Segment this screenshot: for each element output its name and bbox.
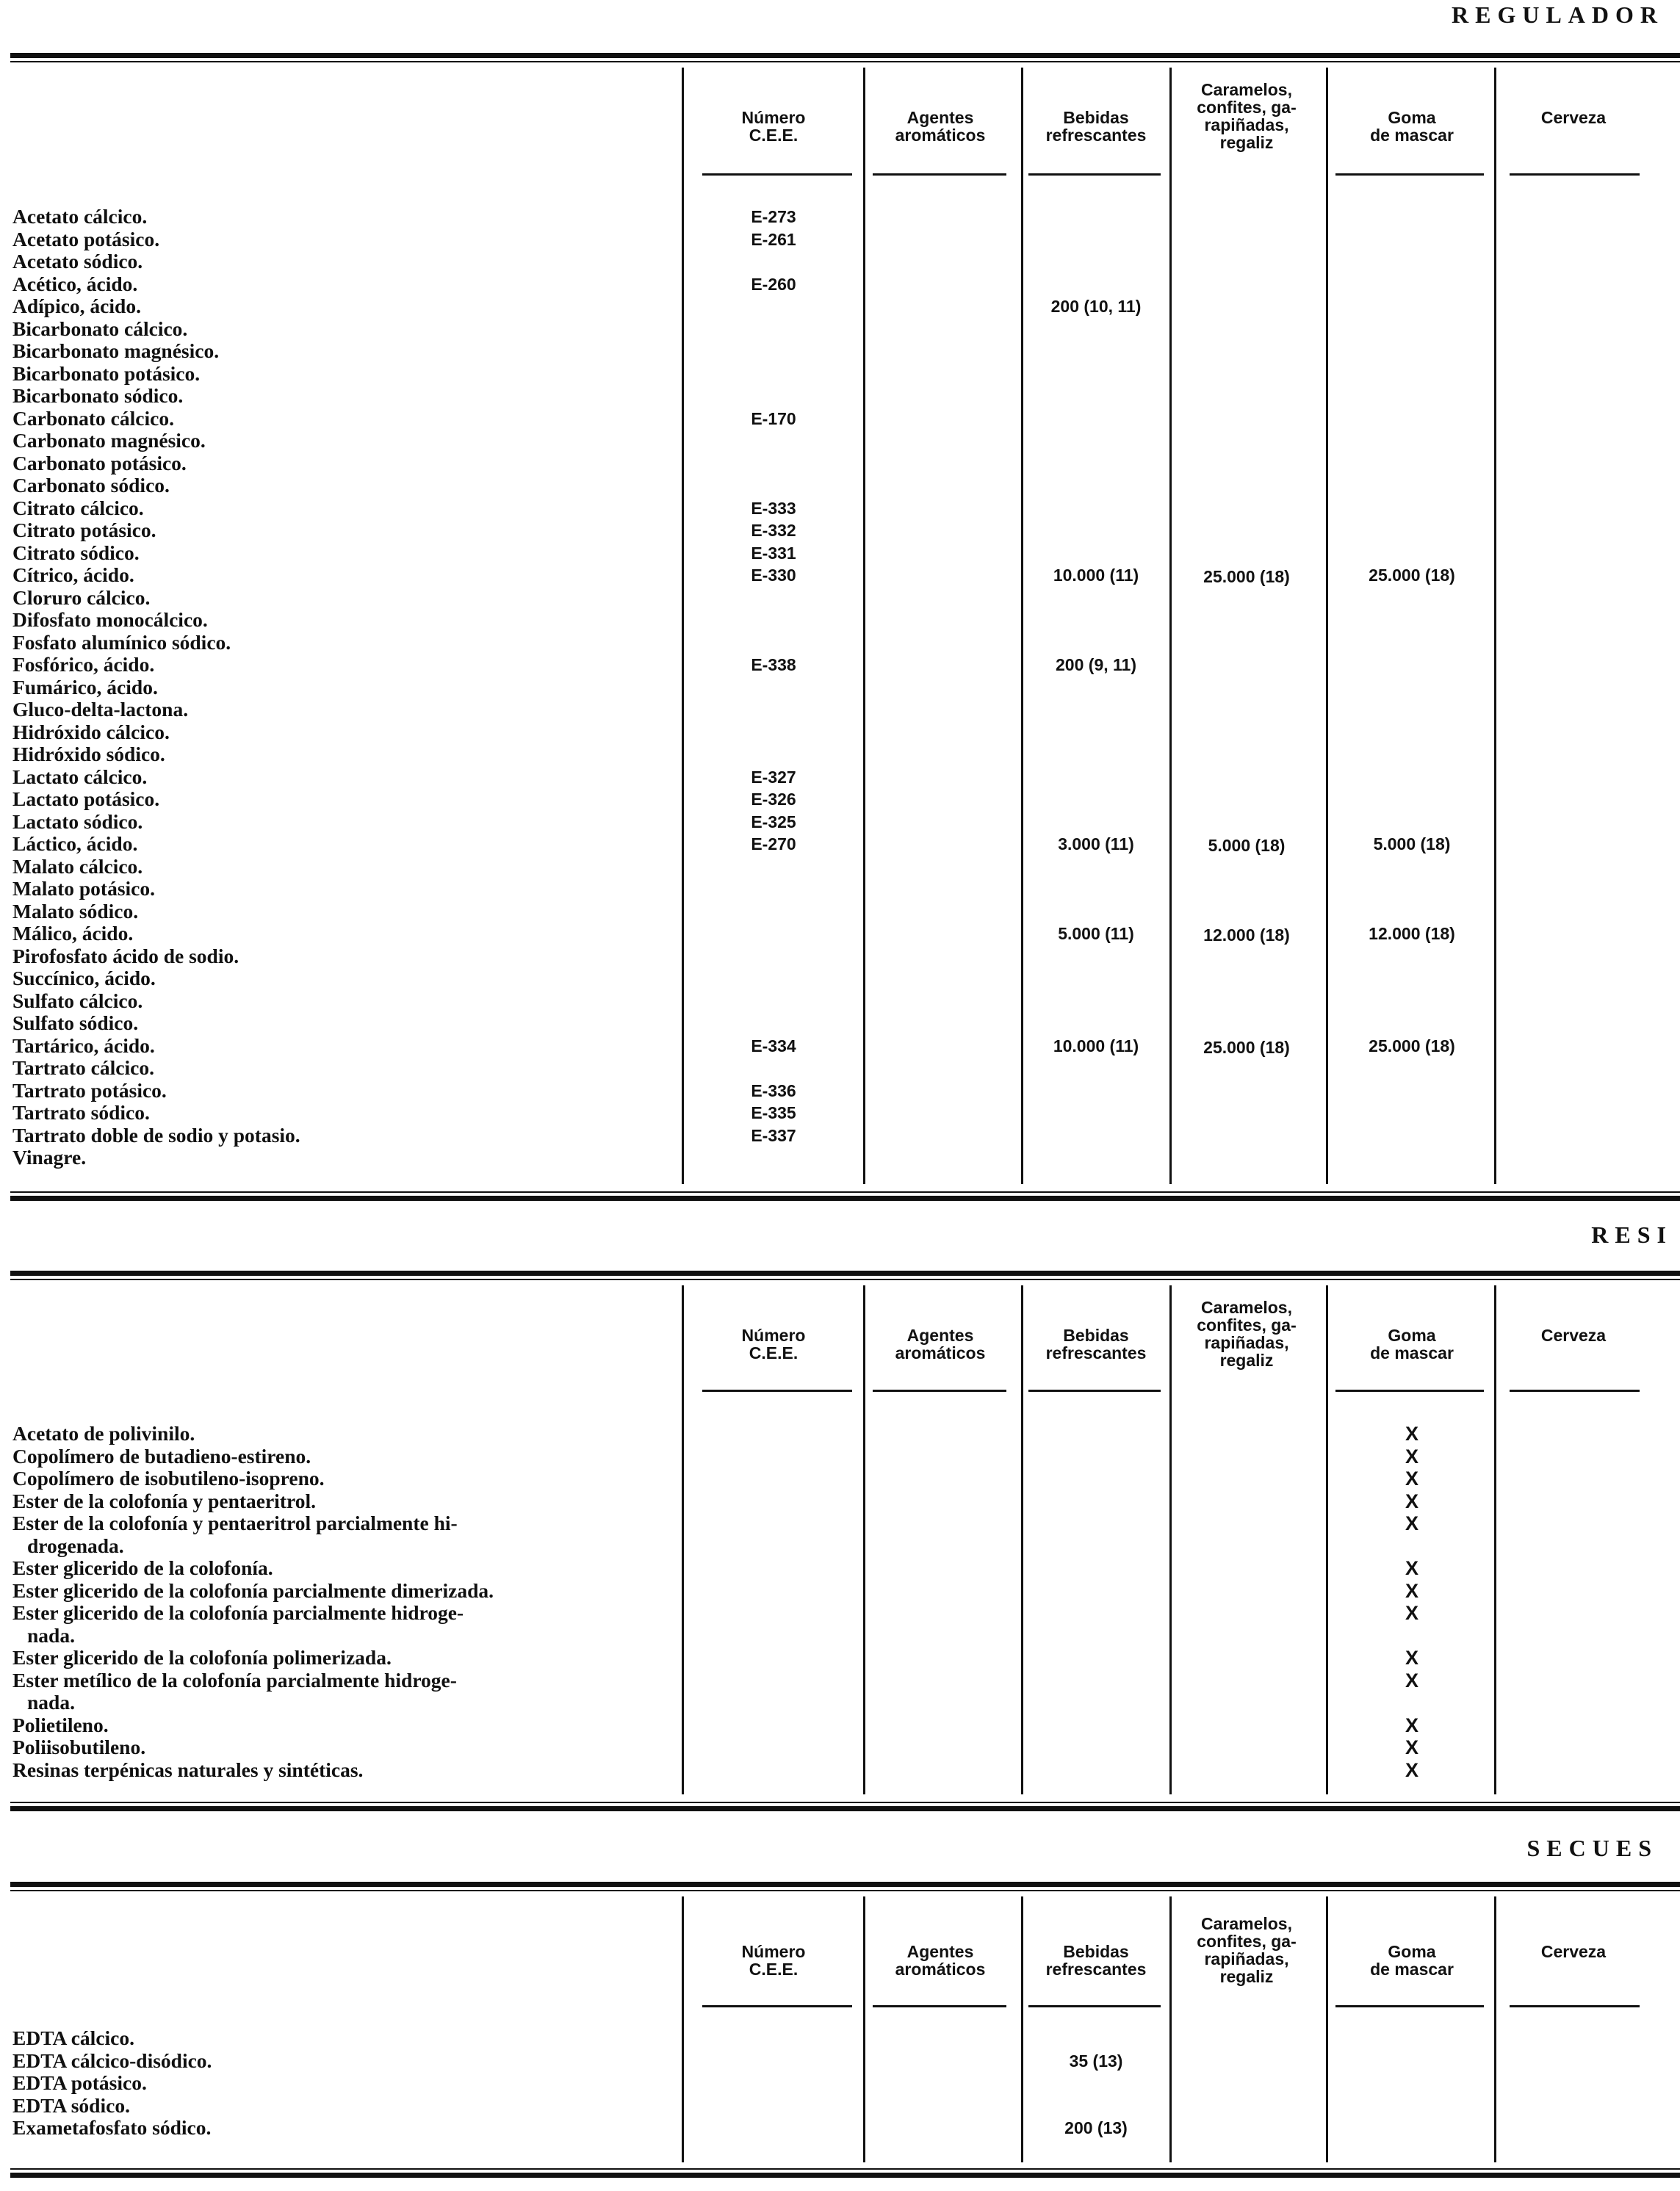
table-cell: 200 (13) bbox=[1064, 2118, 1128, 2137]
list-item: Tartrato doble de sodio y potasio. bbox=[12, 1123, 300, 1147]
table-cell: E-337 bbox=[751, 1125, 796, 1145]
list-item: Ester glicerido de la colofonía parcialmente hidroge- bbox=[12, 1601, 464, 1624]
column-header-line: Caramelos, bbox=[1200, 1298, 1292, 1317]
list-item: Acetato cálcico. bbox=[12, 205, 148, 228]
section-title-regulador: REGULADOR bbox=[1451, 1, 1664, 28]
list-item: Hidróxido cálcico. bbox=[12, 720, 170, 743]
list-item: Carbonato cálcico. bbox=[12, 406, 174, 430]
table-cell: E-336 bbox=[751, 1080, 796, 1100]
secues-item-list bbox=[12, 2027, 212, 2140]
column-header-caramelos bbox=[1166, 81, 1327, 151]
list-item: Ester glicerido de la colofonía. bbox=[12, 1556, 273, 1579]
column-header-line: regaliz bbox=[1219, 1967, 1274, 1986]
column-header-caramelos bbox=[1166, 1299, 1327, 1369]
table-cell: E-325 bbox=[751, 812, 796, 831]
column-header-line: Cerveza bbox=[1540, 1326, 1607, 1345]
check-mark: X bbox=[1405, 1490, 1418, 1512]
table-cell: 200 (9, 11) bbox=[1056, 655, 1136, 674]
column-header-agentes bbox=[859, 1943, 1021, 1978]
list-item: Copolímero de butadieno-estireno. bbox=[12, 1444, 311, 1468]
list-item: nada. bbox=[27, 1691, 75, 1714]
column-header-line: Caramelos, bbox=[1200, 80, 1292, 99]
column-header-line: aromáticos bbox=[895, 1960, 986, 1979]
check-mark: X bbox=[1405, 1669, 1418, 1692]
check-mark: X bbox=[1405, 1736, 1418, 1758]
table-cell: E-338 bbox=[751, 655, 796, 674]
column-header-line: Bebidas bbox=[1063, 1326, 1129, 1345]
column-header-bebidas bbox=[1015, 1326, 1177, 1362]
column-header-goma bbox=[1331, 109, 1493, 144]
column-header-line: Agentes bbox=[906, 108, 974, 127]
list-item: Cloruro cálcico. bbox=[12, 585, 151, 609]
column-header-underline bbox=[873, 173, 1006, 176]
column-header-line: rapiñadas, bbox=[1204, 1333, 1289, 1352]
list-item: Ester de la colofonía y pentaeritrol parcialmente hi- bbox=[12, 1512, 458, 1534]
column-header-caramelos bbox=[1166, 1915, 1327, 1985]
list-item: Acético, ácido. bbox=[12, 272, 138, 295]
column-header-cerveza bbox=[1493, 1326, 1654, 1344]
list-item: Copolímero de isobutileno-isopreno. bbox=[12, 1467, 325, 1490]
table-cell: E-261 bbox=[751, 229, 796, 249]
column-header-line: rapiñadas, bbox=[1204, 115, 1289, 134]
column-header-line: confites, ga- bbox=[1197, 1932, 1297, 1951]
list-item: Vinagre. bbox=[12, 1146, 87, 1169]
column-header-underline bbox=[1335, 2005, 1484, 2007]
list-item: EDTA sódico. bbox=[12, 2093, 130, 2117]
table-cell: 10.000 (11) bbox=[1053, 566, 1139, 585]
check-mark: X bbox=[1405, 1512, 1418, 1534]
column-header-line: Agentes bbox=[906, 1326, 974, 1345]
column-header-line: Caramelos, bbox=[1200, 1914, 1292, 1933]
column-header-line: Número bbox=[741, 108, 806, 127]
column-header-underline bbox=[1335, 173, 1484, 176]
list-item: Sulfato sódico. bbox=[12, 1011, 139, 1034]
table-cell: E-326 bbox=[751, 790, 796, 809]
list-item: nada. bbox=[27, 1623, 75, 1647]
table-cell: E-327 bbox=[751, 767, 796, 787]
list-item: Carbonato potásico. bbox=[12, 451, 187, 474]
column-header-underline bbox=[702, 1390, 852, 1392]
column-header-line: Goma bbox=[1388, 108, 1436, 127]
check-mark: X bbox=[1405, 1579, 1418, 1602]
column-header-underline bbox=[1335, 1390, 1484, 1392]
list-item: Cítrico, ácido. bbox=[12, 563, 134, 586]
column-header-line: Bebidas bbox=[1063, 1942, 1129, 1961]
column-header-bebidas bbox=[1015, 109, 1177, 144]
column-header-underline bbox=[1510, 1390, 1640, 1392]
list-item: Hidróxido sódico. bbox=[12, 743, 165, 765]
list-item: Tartrato sódico. bbox=[12, 1101, 150, 1124]
column-header-line: aromáticos bbox=[895, 126, 986, 145]
column-header-underline bbox=[873, 2005, 1006, 2007]
table-cell: E-270 bbox=[751, 834, 796, 853]
table-cell: E-330 bbox=[751, 566, 796, 585]
column-header-numero bbox=[693, 1326, 854, 1362]
column-header-underline bbox=[1028, 1390, 1161, 1392]
column-divider bbox=[1494, 1896, 1496, 2162]
list-item: Lactato cálcico. bbox=[12, 765, 148, 788]
column-header-underline bbox=[702, 173, 852, 176]
list-item: Exametafosfato sódico. bbox=[12, 2116, 212, 2139]
column-header-underline bbox=[1510, 173, 1640, 176]
list-item: EDTA cálcico-disódico. bbox=[12, 2049, 212, 2072]
list-item: Tartrato potásico. bbox=[12, 1078, 167, 1102]
list-item: Polietileno. bbox=[12, 1713, 109, 1736]
column-divider bbox=[863, 68, 865, 1184]
list-item: Citrato potásico. bbox=[12, 519, 156, 541]
column-header-line: regaliz bbox=[1219, 1351, 1274, 1370]
section-title-secues: SECUES bbox=[1526, 1835, 1658, 1861]
check-mark: X bbox=[1405, 1445, 1418, 1468]
list-item: Malato cálcico. bbox=[12, 854, 143, 878]
column-header-numero bbox=[693, 109, 854, 144]
section-title-resi: RESI bbox=[1591, 1221, 1673, 1248]
list-item: Ester de la colofonía y pentaeritrol. bbox=[12, 1489, 316, 1512]
table-cell: E-333 bbox=[751, 498, 796, 518]
column-divider bbox=[1326, 68, 1328, 1184]
column-header-cerveza bbox=[1493, 1943, 1654, 1960]
list-item: Bicarbonato cálcico. bbox=[12, 317, 188, 340]
check-mark: X bbox=[1405, 1758, 1418, 1781]
column-header-underline bbox=[1028, 173, 1161, 176]
check-mark: X bbox=[1405, 1647, 1418, 1669]
column-header-line: regaliz bbox=[1219, 133, 1274, 152]
column-header-line: Número bbox=[741, 1942, 806, 1961]
check-mark: X bbox=[1405, 1714, 1418, 1736]
column-divider bbox=[682, 68, 684, 1184]
list-item: EDTA potásico. bbox=[12, 2071, 147, 2094]
list-item: Fosfórico, ácido. bbox=[12, 653, 155, 676]
table-cell: 25.000 (18) bbox=[1369, 566, 1455, 585]
table-cell: 25.000 (18) bbox=[1203, 1037, 1290, 1057]
regulador-item-list bbox=[12, 206, 300, 1169]
column-header-line: refrescantes bbox=[1045, 1343, 1147, 1362]
column-header-underline bbox=[1510, 2005, 1640, 2007]
table-cell: 5.000 (18) bbox=[1208, 836, 1286, 855]
table-cell: 3.000 (11) bbox=[1058, 834, 1134, 853]
column-header-line: Agentes bbox=[906, 1942, 974, 1961]
column-header-cerveza bbox=[1493, 109, 1654, 126]
column-header-line: de mascar bbox=[1370, 1960, 1454, 1979]
column-header-line: Goma bbox=[1388, 1326, 1436, 1345]
list-item: Lactato sódico. bbox=[12, 809, 143, 833]
column-header-goma bbox=[1331, 1943, 1493, 1978]
column-header-line: confites, ga- bbox=[1197, 1315, 1297, 1335]
column-header-bebidas bbox=[1015, 1943, 1177, 1978]
column-header-agentes bbox=[859, 1326, 1021, 1362]
list-item: Pirofosfato ácido de sodio. bbox=[12, 944, 239, 967]
column-header-line: de mascar bbox=[1370, 126, 1454, 145]
list-item: Bicarbonato sódico. bbox=[12, 384, 184, 407]
table-cell: 35 (13) bbox=[1069, 2051, 1123, 2071]
column-header-line: C.E.E. bbox=[749, 126, 798, 145]
column-header-underline bbox=[1028, 2005, 1161, 2007]
table-cell: E-260 bbox=[751, 274, 796, 294]
column-divider bbox=[863, 1896, 865, 2162]
list-item: Adípico, ácido. bbox=[12, 295, 141, 317]
list-item: Citrato cálcico. bbox=[12, 496, 144, 519]
column-header-line: Goma bbox=[1388, 1942, 1436, 1961]
list-item: Citrato sódico. bbox=[12, 541, 140, 564]
column-header-underline bbox=[702, 2005, 852, 2007]
list-item: EDTA cálcico. bbox=[12, 2026, 134, 2049]
list-item: Resinas terpénicas naturales y sintéticas. bbox=[12, 1758, 364, 1781]
list-item: Ester glicerido de la colofonía polimerizada. bbox=[12, 1646, 392, 1669]
list-item: Poliisobutileno. bbox=[12, 1736, 146, 1758]
list-item: Malato potásico. bbox=[12, 877, 156, 900]
list-item: Gluco-delta-lactona. bbox=[12, 698, 189, 721]
column-header-line: de mascar bbox=[1370, 1343, 1454, 1362]
table-cell: 25.000 (18) bbox=[1203, 567, 1290, 586]
check-mark: X bbox=[1405, 1423, 1418, 1445]
column-header-line: Cerveza bbox=[1540, 108, 1607, 127]
check-mark: X bbox=[1405, 1557, 1418, 1579]
list-item: Málico, ácido. bbox=[12, 922, 134, 945]
column-divider bbox=[682, 1285, 684, 1794]
column-header-line: C.E.E. bbox=[749, 1960, 798, 1979]
check-mark: X bbox=[1405, 1602, 1418, 1624]
table-cell: E-331 bbox=[751, 543, 796, 563]
list-item: Tartárico, ácido. bbox=[12, 1033, 155, 1057]
check-mark: X bbox=[1405, 1468, 1418, 1490]
table-cell: E-273 bbox=[751, 207, 796, 226]
list-item: Ester metílico de la colofonía parcialmente hidroge- bbox=[12, 1668, 457, 1692]
column-header-line: confites, ga- bbox=[1197, 98, 1297, 117]
column-header-underline bbox=[873, 1390, 1006, 1392]
table-cell: 10.000 (11) bbox=[1053, 1036, 1139, 1055]
column-header-agentes bbox=[859, 109, 1021, 144]
list-item: Fumárico, ácido. bbox=[12, 675, 158, 699]
list-item: Ester glicerido de la colofonía parcialmente dimerizada. bbox=[12, 1578, 494, 1602]
column-divider bbox=[682, 1896, 684, 2162]
table-cell: E-335 bbox=[751, 1103, 796, 1122]
table-cell: 12.000 (18) bbox=[1369, 924, 1455, 943]
table-cell: 5.000 (18) bbox=[1373, 834, 1451, 853]
column-header-goma bbox=[1331, 1326, 1493, 1362]
table-cell: E-334 bbox=[751, 1036, 796, 1055]
list-item: Lactato potásico. bbox=[12, 787, 160, 810]
list-item: Fosfato alumínico sódico. bbox=[12, 630, 231, 654]
list-item: Malato sódico. bbox=[12, 899, 139, 923]
list-item: Succínico, ácido. bbox=[12, 967, 156, 989]
list-item: drogenada. bbox=[27, 1534, 124, 1557]
list-item: Tartrato cálcico. bbox=[12, 1056, 154, 1079]
list-item: Sulfato cálcico. bbox=[12, 989, 143, 1012]
resi-item-list bbox=[12, 1423, 494, 1781]
column-divider bbox=[1494, 68, 1496, 1184]
column-header-line: Bebidas bbox=[1063, 108, 1129, 127]
table-cell: 200 (10, 11) bbox=[1050, 297, 1142, 316]
list-item: Acetato potásico. bbox=[12, 227, 160, 250]
list-item: Carbonato sódico. bbox=[12, 474, 170, 497]
list-item: Acetato sódico. bbox=[12, 250, 143, 272]
column-header-line: rapiñadas, bbox=[1204, 1949, 1289, 1968]
list-item: Difosfato monocálcico. bbox=[12, 608, 208, 631]
list-item: Acetato de polivinilo. bbox=[12, 1422, 195, 1445]
column-header-line: C.E.E. bbox=[749, 1343, 798, 1362]
column-header-line: refrescantes bbox=[1045, 126, 1147, 145]
table-cell: E-332 bbox=[751, 521, 796, 540]
column-header-line: Cerveza bbox=[1540, 1942, 1607, 1961]
list-item: Bicarbonato potásico. bbox=[12, 361, 201, 385]
table-cell: 25.000 (18) bbox=[1369, 1036, 1455, 1055]
list-item: Láctico, ácido. bbox=[12, 832, 138, 855]
column-divider bbox=[1169, 68, 1172, 1184]
table-cell: 12.000 (18) bbox=[1203, 925, 1290, 945]
column-divider bbox=[1021, 68, 1023, 1184]
column-header-line: refrescantes bbox=[1045, 1960, 1147, 1979]
list-item: Carbonato magnésico. bbox=[12, 429, 206, 452]
table-cell: E-170 bbox=[751, 408, 796, 428]
list-item: Bicarbonato magnésico. bbox=[12, 339, 220, 362]
column-header-numero bbox=[693, 1943, 854, 1978]
column-header-line: aromáticos bbox=[895, 1343, 986, 1362]
table-cell: 5.000 (11) bbox=[1058, 924, 1134, 943]
column-header-line: Número bbox=[741, 1326, 806, 1345]
